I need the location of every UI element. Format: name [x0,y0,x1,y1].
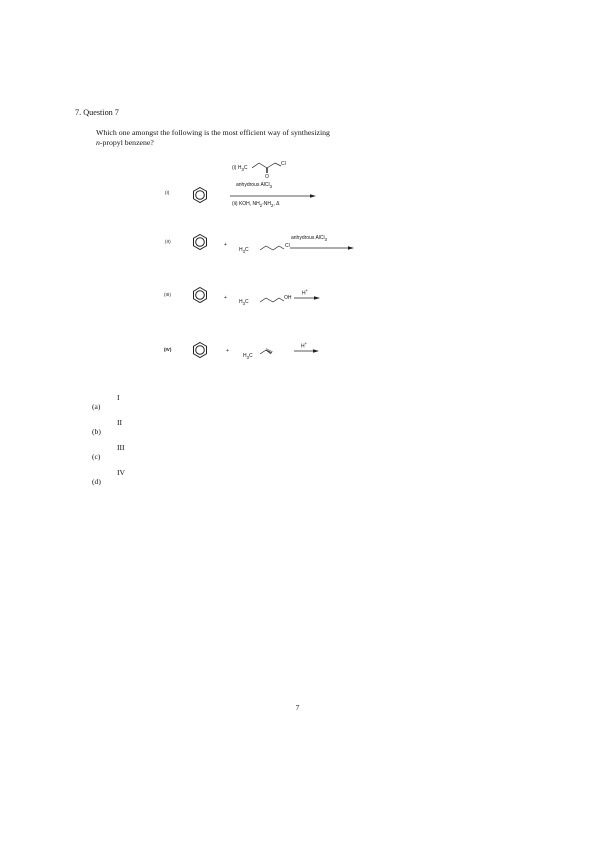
step2-end: , Δ [273,201,280,207]
h3c-subscript: 3 [246,355,249,360]
reaction-arrow-2 [290,246,354,250]
plus-sign-4: + [226,348,229,354]
option-a-label[interactable]: (a) [92,402,101,411]
cl-label-1: Cl [281,161,286,167]
wolff-kishner-reagent [232,201,279,208]
reaction-arrow-3 [294,296,320,300]
h3c-subscript: 3 [242,249,245,254]
oh-label: OH [284,295,292,301]
option-c-value: III [117,443,125,452]
plus-sign-2: + [224,242,227,248]
question-line-2-rest: -propyl benzene? [99,138,154,147]
question-title: 7. Question 7 [75,108,119,117]
c-letter: C [244,299,249,305]
option-b-label[interactable]: (b) [92,427,101,436]
chloropropane-bonds [260,246,284,250]
option-d-value: IV [117,468,126,477]
benzene-ring-4 [194,343,207,358]
option-b-value: II [117,418,123,427]
benzene-ring-1 [194,188,207,203]
reagent-text: H [302,290,306,297]
reagent-sub: 3 [324,237,327,242]
acid-catalyst-4 [301,341,307,350]
h3c-label-3 [239,299,249,306]
propanol-bonds [260,298,284,302]
plus-sign-3: + [224,295,227,301]
h-letter: H [243,353,247,359]
h-letter: H [237,165,242,171]
oxygen-label: O [265,174,269,180]
reaction-label-4: (IV) [164,347,172,352]
question-line-1: Which one amongst the following is the most efficient way of synthesizing [96,128,330,137]
reaction-arrow-1 [230,194,316,198]
reagent-sup: + [305,288,309,293]
reagent-alcl3-2 [291,235,327,242]
benzene-ring-2 [194,235,207,250]
h3c-label-4 [243,353,253,360]
page-number: 7 [295,703,300,712]
benzene-ring-3 [194,288,207,303]
acid-catalyst-3 [302,288,308,297]
reaction-label-3: (III) [164,292,171,297]
step2-text: (ii) KOH, NH [232,201,260,207]
h-letter: H [239,247,243,253]
h-letter: H [239,299,243,305]
step2-sub2: 2 [271,203,274,208]
reaction-label-2: (II) [165,239,171,244]
reagent-sup: + [304,341,308,346]
h3c-label-1 [232,165,247,172]
reaction-arrow-4 [294,349,319,353]
propene-bonds [260,349,273,354]
propanoyl-chloride-bonds [252,163,281,173]
option-d-label[interactable]: (d) [92,477,101,486]
c-letter: C [248,353,253,359]
c-letter: C [243,165,248,171]
italic-n: n [96,138,100,147]
option-c-label[interactable]: (c) [92,452,101,461]
h3c-subscript: 3 [242,301,245,306]
step2-mid: -NH [262,201,272,207]
reagent-text: anhydrous AlCl [291,235,325,241]
c-letter: C [244,247,249,253]
cl-label-2: Cl [285,243,290,249]
option-a-value: I [117,393,120,402]
step1-prefix: (i) [232,165,237,171]
reaction-label-1: (I) [165,190,170,195]
reagent-alcl3-1 [236,182,272,189]
reagent-sub: 3 [269,184,272,189]
h3c-label-2 [239,247,249,254]
reagent-text: H [301,343,305,350]
h3c-subscript: 3 [241,167,244,172]
step2-sub1: 2 [259,203,263,208]
reagent-text: anhydrous AlCl [236,182,270,188]
